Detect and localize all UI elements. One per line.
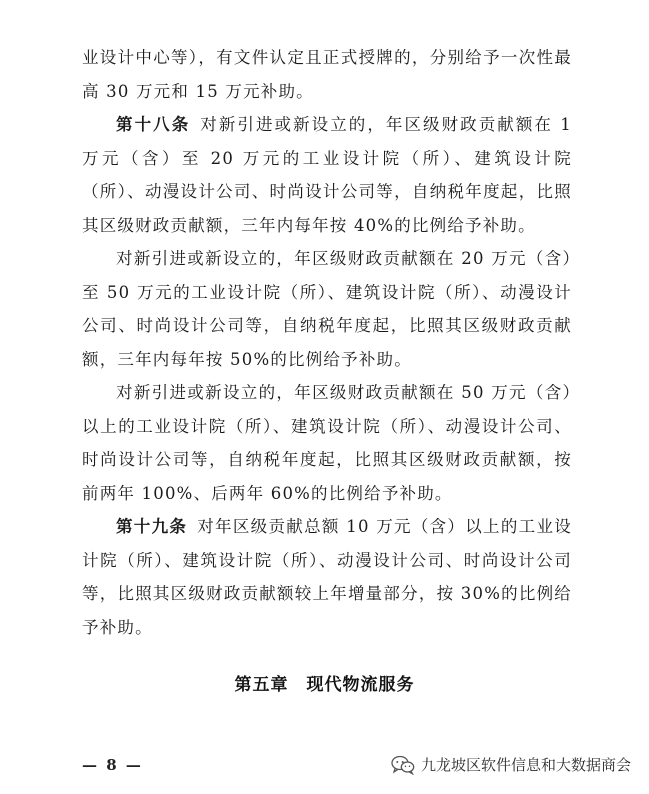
paragraph-text: 对新引进或新设立的，年区级财政贡献额在 20 万元（含）至 50 万元的工业设计院（所）、建筑设计院（所）、动漫设计公司、时尚设计公司等，自纳税年度起，比照其区级财政贡献额，三年内每年按 50%的比例给予补助。 (82, 249, 572, 369)
chapter-number: 第五章 (234, 675, 289, 695)
page-footer (0, 752, 649, 782)
page-number: — 8 — (82, 756, 143, 774)
article-19-paragraph (82, 510, 572, 644)
article-18-clause-2 (82, 242, 572, 376)
paragraph-text: 业设计中心等），有文件认定且正式授牌的，分别给予一次性最高 30 万元和 15 万元补助。 (82, 48, 572, 101)
paragraph-text: 对年区级贡献总额 10 万元（含）以上的工业设计院（所）、建筑设计院（所）、动漫设计公司、时尚设计公司等，比照其区级财政贡献额较上年增量部分，按 30%的比例给予补助。 (82, 517, 572, 637)
paragraph-text: 对新引进或新设立的，年区级财政贡献额在 1 万元（含）至 20 万元的工业设计院（所）、建筑设计院（所）、动漫设计公司、时尚设计公司等，自纳税年度起，比照其区级财政贡献额，三年内每年按 40%的比例给予补助。 (82, 115, 572, 235)
chapter-heading (0, 670, 649, 695)
wechat-icon (391, 755, 415, 775)
source-watermark (391, 754, 631, 775)
article-18-paragraph (82, 108, 572, 242)
article-label: 第十九条 (116, 517, 188, 536)
document-body (82, 41, 572, 644)
watermark-text: 九龙坡区软件信息和大数据商会 (420, 756, 631, 774)
chapter-title: 现代物流服务 (306, 675, 415, 695)
paragraph-continuation (82, 41, 572, 108)
paragraph-text: 对新引进或新设立的，年区级财政贡献额在 50 万元（含）以上的工业设计院（所）、建筑设计院（所）、动漫设计公司、时尚设计公司等，自纳税年度起，比照其区级财政贡献额，按前两年 100%、后两年 60%的比例给予补助。 (82, 383, 572, 503)
article-label: 第十八条 (116, 115, 191, 134)
article-18-clause-3 (82, 376, 572, 510)
